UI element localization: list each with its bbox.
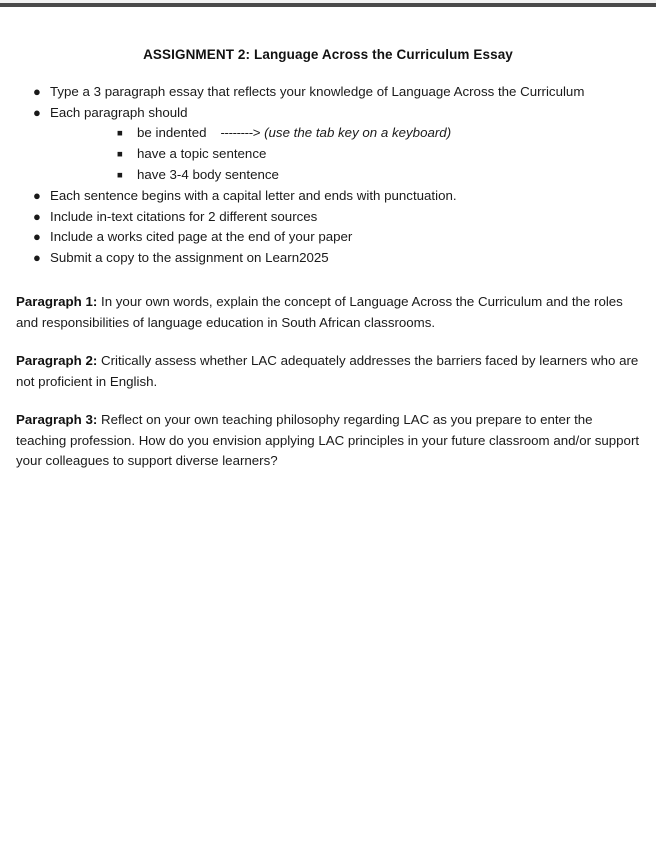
list-item: [0, 144, 656, 165]
paragraph-label: Paragraph 3:: [16, 412, 98, 427]
list-item: [0, 227, 656, 248]
paragraph-body: In your own words, explain the concept of Language Across the Curriculum and the roles and responsibilities of language education in South African classrooms.: [16, 294, 623, 330]
list-item-text: be indented: [137, 125, 207, 140]
disc-bullet-icon: ●: [33, 104, 41, 120]
instructions-list: [0, 82, 656, 268]
paragraph-prompt-1: [0, 292, 656, 333]
square-bullet-icon: ■: [117, 149, 123, 160]
list-item-label: Each paragraph should: [50, 104, 188, 120]
disc-bullet-icon: ●: [33, 249, 41, 265]
list-item-label: Include in-text citations for 2 different sources: [50, 208, 318, 224]
document-page: [0, 7, 656, 472]
list-item: [0, 123, 656, 144]
paragraph-prompt-3: [0, 410, 656, 472]
paragraph-label: Paragraph 1:: [16, 294, 98, 309]
list-item: [0, 82, 656, 103]
paragraph-body: Reflect on your own teaching philosophy regarding LAC as you prepare to enter the teaching profession. How do you envision applying LAC principles in your future classroom and/or support your colleagues to support diverse learners?: [16, 412, 640, 468]
list-item: [0, 103, 656, 124]
list-item-label: Include a works cited page at the end of your paper: [50, 229, 353, 244]
list-item-label: Submit a copy to the assignment on Learn2025: [50, 249, 329, 265]
list-item-label: have a topic sentence: [137, 146, 267, 161]
disc-bullet-icon: ●: [33, 229, 41, 244]
list-item-label: Each sentence begins with a capital letter and ends with punctuation.: [50, 188, 457, 203]
page-title: ASSIGNMENT 2: Language Across the Curriculum Essay: [143, 47, 513, 62]
list-item-label: Type a 3 paragraph essay that reflects your knowledge of Language Across the Curriculum: [50, 84, 585, 99]
list-item: [0, 165, 656, 186]
list-item-label: [137, 123, 656, 144]
disc-bullet-icon: ●: [33, 208, 41, 224]
list-item: [0, 207, 656, 228]
list-item-note: (use the tab key on a keyboard): [264, 125, 452, 140]
disc-bullet-icon: ●: [33, 84, 41, 99]
list-item: [0, 248, 656, 269]
square-bullet-icon: ■: [117, 170, 123, 181]
paragraph-label: Paragraph 2:: [16, 353, 98, 368]
arrow-dashes: -------->: [220, 125, 261, 140]
list-item: [0, 186, 656, 207]
disc-bullet-icon: ●: [33, 188, 41, 203]
square-bullet-icon: ■: [117, 128, 123, 139]
paragraph-body: Critically assess whether LAC adequately addresses the barriers faced by learners who are not proficient in English.: [16, 353, 639, 389]
paragraph-prompt-2: [0, 351, 656, 392]
list-item-label: have 3-4 body sentence: [137, 167, 279, 182]
